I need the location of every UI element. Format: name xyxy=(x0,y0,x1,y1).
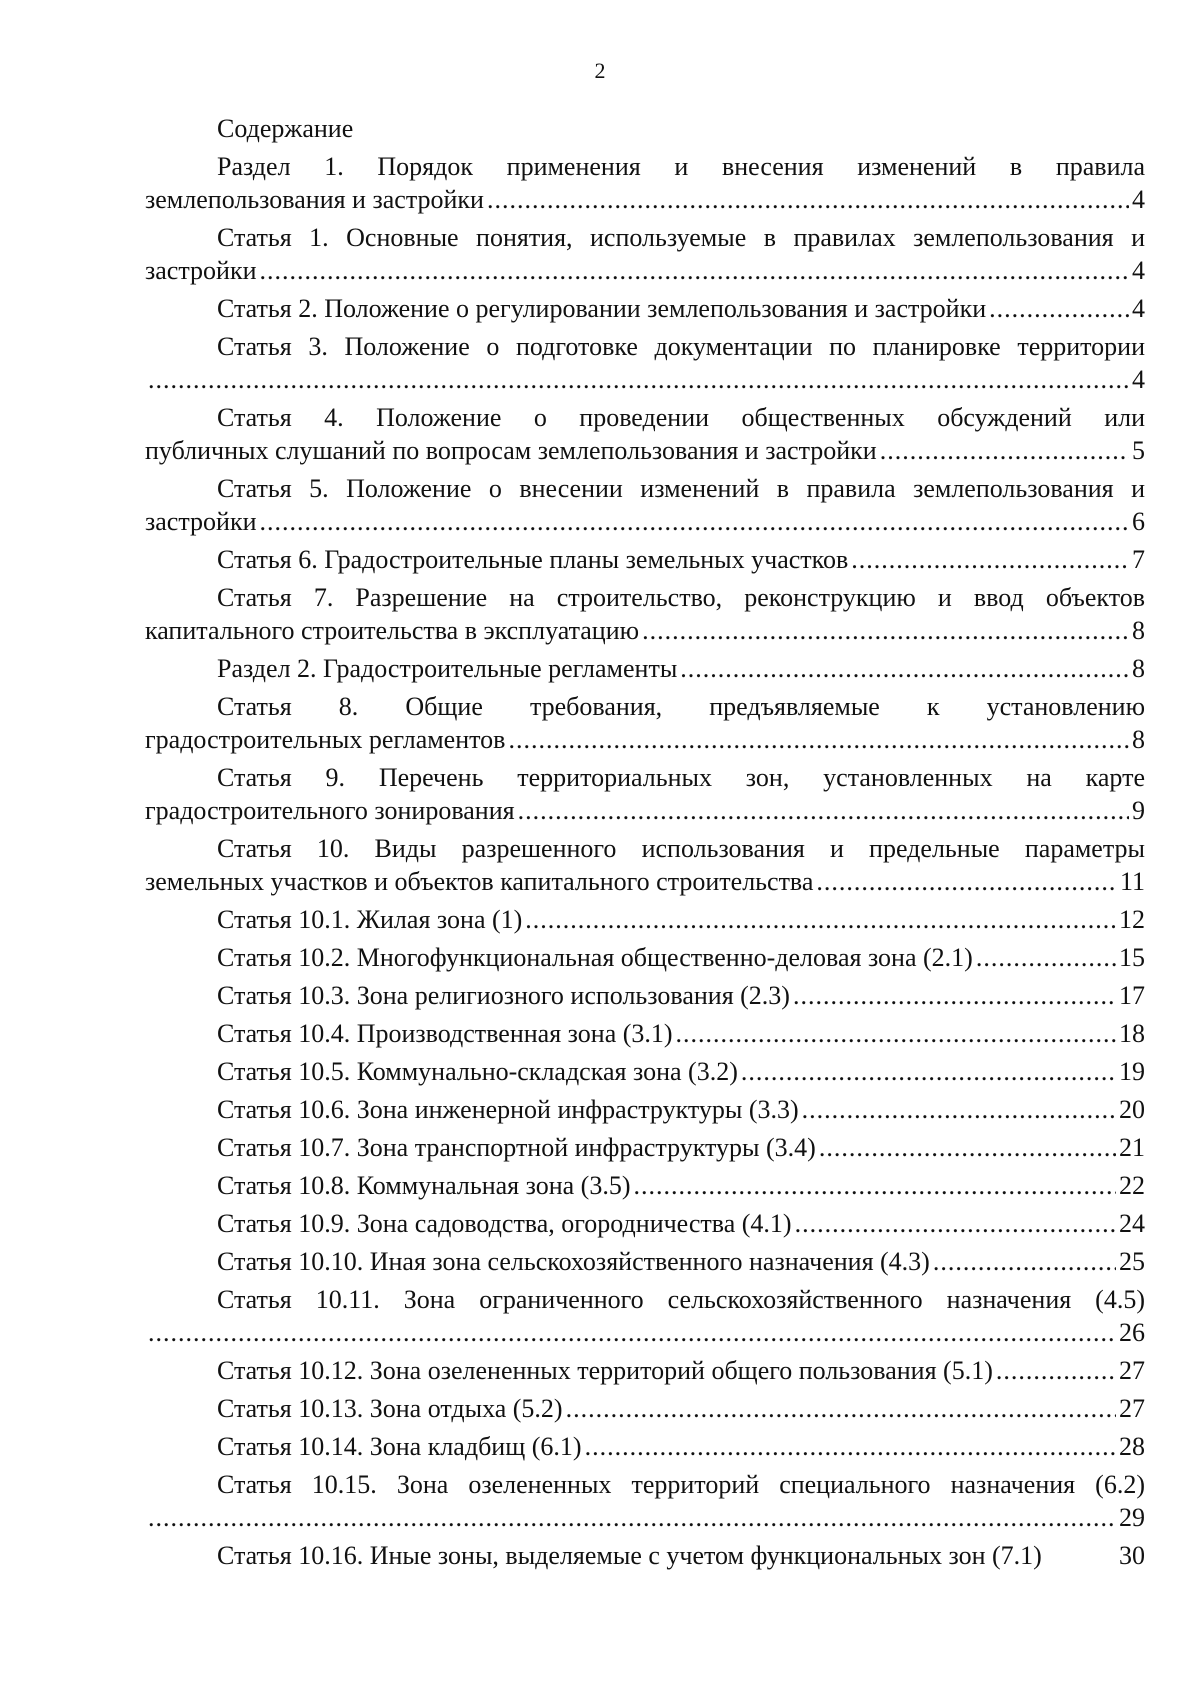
toc-entry-heading: Статья 3. Положение о подготовке документации по планировке территории xyxy=(217,332,1145,361)
dot-leader xyxy=(260,254,1130,287)
toc-entry-heading: Статья 9. Перечень территориальных зон, установленных на карте xyxy=(217,763,1145,792)
toc-entry[interactable] xyxy=(145,581,1145,647)
toc-entry-page-number: 19 xyxy=(1119,1057,1145,1086)
toc-entry-leader-line xyxy=(145,183,1145,216)
toc-entry-title: Статья 10.2. Многофункциональная общественно-деловая зона (2.1) xyxy=(217,943,973,972)
toc-entry-page-number: 29 xyxy=(1119,1503,1145,1532)
toc-entry-title: Раздел 2. Градостроительные регламенты xyxy=(217,654,678,683)
toc-entry-title: Статья 10.7. Зона транспортной инфраструктуры (3.4) xyxy=(217,1133,816,1162)
dot-leader xyxy=(851,543,1129,576)
toc-entry-page-number: 28 xyxy=(1119,1432,1145,1461)
toc-entry-leader-line xyxy=(145,794,1145,827)
toc-entry-title: публичных слушаний по вопросам землепользования и застройки xyxy=(145,436,877,465)
toc-entry-title: землепользования и застройки xyxy=(145,185,484,214)
toc-entry-title: Статья 10.8. Коммунальная зона (3.5) xyxy=(217,1171,631,1200)
toc-entry-heading: Статья 5. Положение о внесении изменений в правила землепользования и xyxy=(217,474,1145,503)
toc-entry-leader-line xyxy=(145,1392,1145,1425)
dot-leader xyxy=(148,363,1129,396)
toc-entry-page-number: 8 xyxy=(1132,616,1145,645)
table-of-contents xyxy=(145,112,1145,1577)
toc-entry-page-number: 21 xyxy=(1119,1133,1145,1162)
toc-entry-leader-line xyxy=(145,979,1145,1012)
toc-entry-page-number: 11 xyxy=(1119,867,1145,896)
dot-leader xyxy=(741,1055,1116,1088)
toc-entry-page-number: 4 xyxy=(1132,185,1145,214)
toc-entry-leader-line xyxy=(145,614,1145,647)
toc-entry-title: Статья 10.6. Зона инженерной инфраструктуры (3.3) xyxy=(217,1095,799,1124)
toc-entry[interactable] xyxy=(145,652,1145,685)
dot-leader xyxy=(676,1017,1116,1050)
toc-entry-leader-line xyxy=(145,723,1145,756)
toc-entry-page-number: 20 xyxy=(1119,1095,1145,1124)
toc-entry-leader-line xyxy=(145,363,1145,396)
toc-entry-leader-line xyxy=(145,1501,1145,1534)
toc-entries xyxy=(145,150,1145,1572)
toc-entry-page-number: 4 xyxy=(1132,294,1145,323)
toc-entry[interactable] xyxy=(145,1283,1145,1349)
toc-entry[interactable] xyxy=(145,472,1145,538)
dot-leader xyxy=(880,434,1129,467)
dot-leader xyxy=(585,1430,1116,1463)
toc-entry-page-number: 5 xyxy=(1132,436,1145,465)
toc-entry-leader-line xyxy=(145,292,1145,325)
dot-leader xyxy=(148,1316,1116,1349)
toc-entry-page-number: 30 xyxy=(1119,1541,1145,1570)
dot-leader xyxy=(996,1354,1116,1387)
toc-entry[interactable] xyxy=(145,1093,1145,1126)
toc-entry-leader-line xyxy=(145,1539,1145,1572)
toc-entry[interactable] xyxy=(145,1468,1145,1534)
toc-entry-heading: Статья 8. Общие требования, предъявляемые к установлению xyxy=(217,692,1145,721)
toc-entry-leader-line xyxy=(145,505,1145,538)
toc-entry-leader-line xyxy=(145,1354,1145,1387)
toc-entry-leader-line xyxy=(145,1017,1145,1050)
toc-entry-leader-line xyxy=(145,1169,1145,1202)
toc-entry[interactable] xyxy=(145,1207,1145,1240)
toc-entry[interactable] xyxy=(145,1392,1145,1425)
toc-entry-page-number: 7 xyxy=(1132,545,1145,574)
toc-entry-title: Статья 10.1. Жилая зона (1) xyxy=(217,905,523,934)
toc-entry[interactable] xyxy=(145,1430,1145,1463)
toc-entry-title: Статья 10.5. Коммунально-складская зона (3.2) xyxy=(217,1057,738,1086)
toc-entry-heading: Статья 1. Основные понятия, используемые в правилах землепользования и xyxy=(217,223,1145,252)
toc-entry-title: Статья 10.9. Зона садоводства, огородничества (4.1) xyxy=(217,1209,792,1238)
toc-entry-heading: Статья 4. Положение о проведении общественных обсуждений или xyxy=(217,403,1145,432)
toc-entry-leader-line xyxy=(145,254,1145,287)
toc-entry-page-number: 27 xyxy=(1119,1356,1145,1385)
toc-entry-page-number: 17 xyxy=(1119,981,1145,1010)
toc-entry-page-number: 4 xyxy=(1132,365,1145,394)
toc-entry[interactable] xyxy=(145,903,1145,936)
dot-leader xyxy=(148,1501,1116,1534)
dot-leader xyxy=(642,614,1129,647)
toc-entry-leader-line xyxy=(145,434,1145,467)
toc-entry-page-number: 8 xyxy=(1132,725,1145,754)
toc-entry[interactable] xyxy=(145,1055,1145,1088)
dot-leader xyxy=(634,1169,1117,1202)
toc-entry-leader-line xyxy=(145,865,1145,898)
toc-entry[interactable] xyxy=(145,1539,1145,1572)
dot-leader xyxy=(976,941,1116,974)
toc-entry[interactable] xyxy=(145,761,1145,827)
toc-entry-leader-line xyxy=(145,1430,1145,1463)
toc-entry-page-number: 15 xyxy=(1119,943,1145,972)
toc-entry-leader-line xyxy=(145,903,1145,936)
toc-entry[interactable] xyxy=(145,221,1145,287)
toc-entry-leader-line xyxy=(145,1316,1145,1349)
toc-entry-leader-line xyxy=(145,1131,1145,1164)
toc-entry[interactable] xyxy=(145,1131,1145,1164)
toc-entry-page-number: 9 xyxy=(1132,796,1145,825)
toc-entry-title: застройки xyxy=(145,507,257,536)
dot-leader xyxy=(989,292,1129,325)
toc-entry-heading: Статья 10. Виды разрешенного использования и предельные параметры xyxy=(217,834,1145,863)
toc-entry-title: Статья 10.13. Зона отдыха (5.2) xyxy=(217,1394,563,1423)
toc-entry-page-number: 12 xyxy=(1119,905,1145,934)
toc-entry-heading: Статья 10.11. Зона ограниченного сельскохозяйственного назначения (4.5) xyxy=(217,1285,1145,1314)
toc-entry-leader-line xyxy=(145,941,1145,974)
dot-leader xyxy=(795,1207,1116,1240)
dot-leader xyxy=(933,1245,1116,1278)
toc-entry-page-number: 26 xyxy=(1119,1318,1145,1347)
toc-entry[interactable] xyxy=(145,690,1145,756)
toc-entry[interactable] xyxy=(145,150,1145,216)
toc-entry-page-number: 8 xyxy=(1132,654,1145,683)
toc-entry[interactable] xyxy=(145,401,1145,467)
dot-leader xyxy=(260,505,1130,538)
dot-leader xyxy=(487,183,1129,216)
toc-entry[interactable] xyxy=(145,1017,1145,1050)
toc-entry-page-number: 27 xyxy=(1119,1394,1145,1423)
toc-entry-heading: Статья 10.15. Зона озелененных территорий специального назначения (6.2) xyxy=(217,1470,1145,1499)
dot-leader xyxy=(819,1131,1116,1164)
toc-entry-page-number: 18 xyxy=(1119,1019,1145,1048)
toc-entry-page-number: 22 xyxy=(1119,1171,1145,1200)
page-number: 2 xyxy=(594,58,606,83)
toc-entry-title: градостроительного зонирования xyxy=(145,796,515,825)
dot-leader xyxy=(793,979,1116,1012)
toc-entry-heading: Раздел 1. Порядок применения и внесения изменений в правила xyxy=(217,152,1145,181)
toc-entry-title: Статья 6. Градостроительные планы земельных участков xyxy=(217,545,849,574)
toc-entry-leader-line xyxy=(145,652,1145,685)
toc-entry-page-number: 6 xyxy=(1132,507,1145,536)
toc-entry[interactable] xyxy=(145,543,1145,576)
dot-leader xyxy=(508,723,1129,756)
toc-entry-title: Статья 2. Положение о регулировании землепользования и застройки xyxy=(217,294,987,323)
toc-entry[interactable] xyxy=(145,1169,1145,1202)
toc-entry-title: земельных участков и объектов капитального строительства xyxy=(145,867,814,896)
toc-entry-leader-line xyxy=(145,1207,1145,1240)
toc-entry[interactable] xyxy=(145,330,1145,396)
toc-entry-title: Статья 10.16. Иные зоны, выделяемые с учетом функциональных зон (7.1) xyxy=(217,1541,1042,1570)
toc-title: Содержание xyxy=(217,114,354,143)
toc-entry-leader-line xyxy=(145,1245,1145,1278)
toc-entry-title: Статья 10.4. Производственная зона (3.1) xyxy=(217,1019,673,1048)
toc-entry[interactable] xyxy=(145,1245,1145,1278)
toc-entry-leader-line xyxy=(145,1093,1145,1126)
toc-entry[interactable] xyxy=(145,979,1145,1012)
toc-entry-leader-line xyxy=(145,543,1145,576)
toc-entry-page-number: 24 xyxy=(1119,1209,1145,1238)
dot-leader xyxy=(566,1392,1116,1425)
toc-entry-title: застройки xyxy=(145,256,257,285)
dot-leader xyxy=(525,903,1116,936)
toc-entry[interactable] xyxy=(145,292,1145,325)
toc-entry[interactable] xyxy=(145,832,1145,898)
dot-leader xyxy=(680,652,1129,685)
toc-entry-title: Статья 10.10. Иная зона сельскохозяйственного назначения (4.3) xyxy=(217,1247,930,1276)
toc-entry-page-number: 4 xyxy=(1132,256,1145,285)
dot-leader xyxy=(802,1093,1116,1126)
toc-entry[interactable] xyxy=(145,1354,1145,1387)
toc-entry-title: градостроительных регламентов xyxy=(145,725,506,754)
toc-entry-title: Статья 10.12. Зона озелененных территорий общего пользования (5.1) xyxy=(217,1356,993,1385)
toc-entry-title: Статья 10.14. Зона кладбищ (6.1) xyxy=(217,1432,582,1461)
toc-entry-title: Статья 10.3. Зона религиозного использования (2.3) xyxy=(217,981,790,1010)
toc-entry-heading: Статья 7. Разрешение на строительство, реконструкцию и ввод объектов xyxy=(217,583,1145,612)
dot-leader xyxy=(816,865,1117,898)
dot-leader xyxy=(518,794,1129,827)
toc-entry[interactable] xyxy=(145,941,1145,974)
toc-entry-leader-line xyxy=(145,1055,1145,1088)
toc-entry-page-number: 25 xyxy=(1119,1247,1145,1276)
toc-entry-title: капитального строительства в эксплуатацию xyxy=(145,616,640,645)
